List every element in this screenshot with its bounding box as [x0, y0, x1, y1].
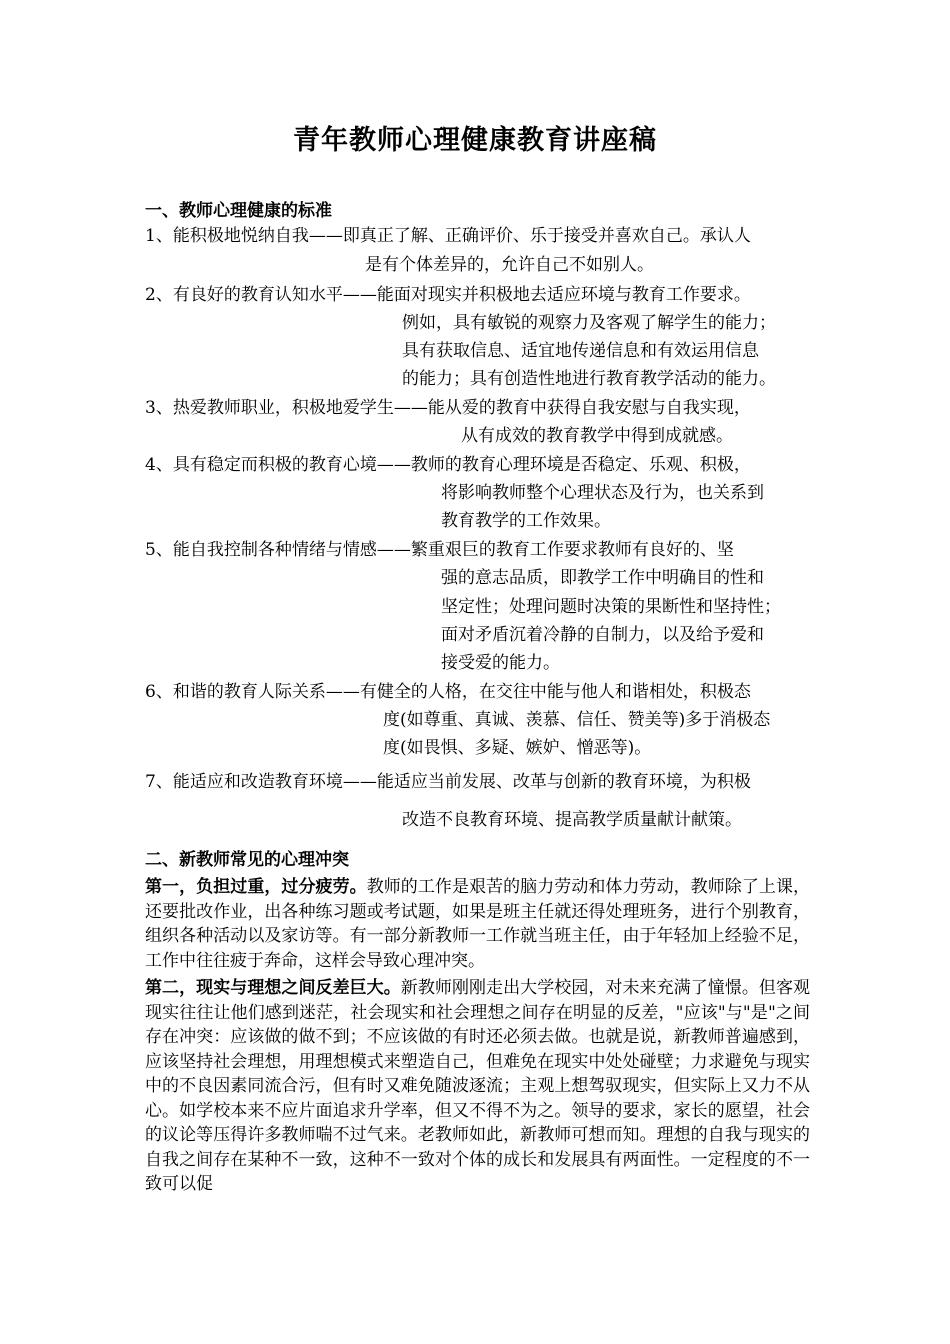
- item-6-line-1: 6、和谐的教育人际关系——有健全的人格，在交往中能与他人和谐相处，积极态: [145, 682, 751, 702]
- item-5-line-4: 面对矛盾沉着冷静的自制力，以及给予爱和: [441, 625, 764, 645]
- item-3-line-1: 3、热爱教师职业，积极地爱学生——能从爱的教育中获得自我安慰与自我实现，: [145, 398, 751, 418]
- item-5-line-2: 强的意志品质，即教学工作中明确目的性和: [441, 568, 764, 588]
- paragraph-1-body: 教师的工作是艰苦的脑力劳动和体力劳动，教师除了上课，还要批改作业，出各种练习题或考试题，如果是班主任就还得处理班务，进行个别教育，组织各种活动以及家访等。有一部分新教师一工作就当班主任，由于年轻加上经验不足，工作中往往疲于奔命，这样会导致心理冲突。: [145, 877, 811, 971]
- item-2-line-4: 的能力；具有创造性地进行教育教学活动的能力。: [402, 369, 776, 389]
- item-5-line-5: 接受爱的能力。: [441, 653, 560, 673]
- item-4-line-3: 教育教学的工作效果。: [441, 511, 611, 531]
- item-1-line-2: 是有个体差异的，允许自己不如别人。: [365, 255, 654, 275]
- paragraph-1: [145, 875, 810, 973]
- paragraph-2-lead: 第二，现实与理想之间反差巨大。: [145, 978, 401, 998]
- item-4-line-2: 将影响教师整个心理状态及行为，也关系到: [441, 483, 764, 503]
- item-2-line-1: 2、有良好的教育认知水平——能面对现实并积极地去适应环境与教育工作要求。: [145, 285, 751, 305]
- paragraph-2-body: 新教师刚刚走出大学校园，对未来充满了憧憬。但客观现实往往让他们感到迷茫，社会现实和社会理想之间存在明显的反差，"应该"与"是"之间存在冲突：应该做的做不到；不应该做的有时还必须去做。也就是说，新教师普遍感到，应该坚持社会理想，用理想模式来塑造自己，但难免在现实中处处碰壁；力求避免与现实中的不良因素同流合污，但有时又难免随波逐流；主观上想驾驭现实，但实际上又力不从心。如学校本来不应片面追求升学率，但又不得不为之。领导的要求，家长的愿望，社会的议论等压得许多教师喘不过气来。老教师如此，新教师可想而知。理想的自我与现实的自我之间存在某种不一致，这种不一致对个体的成长和发展具有两面性。一定程度的不一致可以促: [145, 978, 811, 1194]
- item-5-line-3: 坚定性；处理问题时决策的果断性和坚持性；: [441, 597, 781, 617]
- section-heading-1: 一、教师心理健康的标准: [145, 201, 332, 221]
- item-6-line-2: 度(如尊重、真诚、羡慕、信任、赞美等)多于消极态: [383, 710, 771, 730]
- item-7-line-2: 改造不良教育环境、提高教学质量献计献策。: [402, 810, 742, 830]
- paragraph-2: [145, 976, 810, 1197]
- section-heading-2: 二、新教师常见的心理冲突: [145, 850, 349, 870]
- item-3-line-2: 从有成效的教育教学中得到成就感。: [461, 426, 733, 446]
- item-2-line-2: 例如，具有敏锐的观察力及客观了解学生的能力；: [402, 313, 776, 333]
- item-1-line-1: 1、能积极地悦纳自我——即真正了解、正确评价、乐于接受并喜欢自己。承认人: [145, 226, 751, 246]
- item-7-line-1: 7、能适应和改造教育环境——能适应当前发展、改革与创新的教育环境，为积极: [145, 772, 751, 792]
- document-title: 青年教师心理健康教育讲座稿: [293, 125, 657, 156]
- paragraph-1-lead: 第一，负担过重，过分疲劳。: [145, 877, 367, 897]
- item-6-line-3: 度(如畏惧、多疑、嫉妒、憎恶等)。: [383, 738, 652, 758]
- item-2-line-3: 具有获取信息、适宜地传递信息和有效运用信息: [402, 341, 759, 361]
- item-4-line-1: 4、具有稳定而积极的教育心境——教师的教育心理环境是否稳定、乐观、积极，: [145, 455, 751, 475]
- item-5-line-1: 5、能自我控制各种情绪与情感——繁重艰巨的教育工作要求教师有良好的、坚: [145, 540, 734, 560]
